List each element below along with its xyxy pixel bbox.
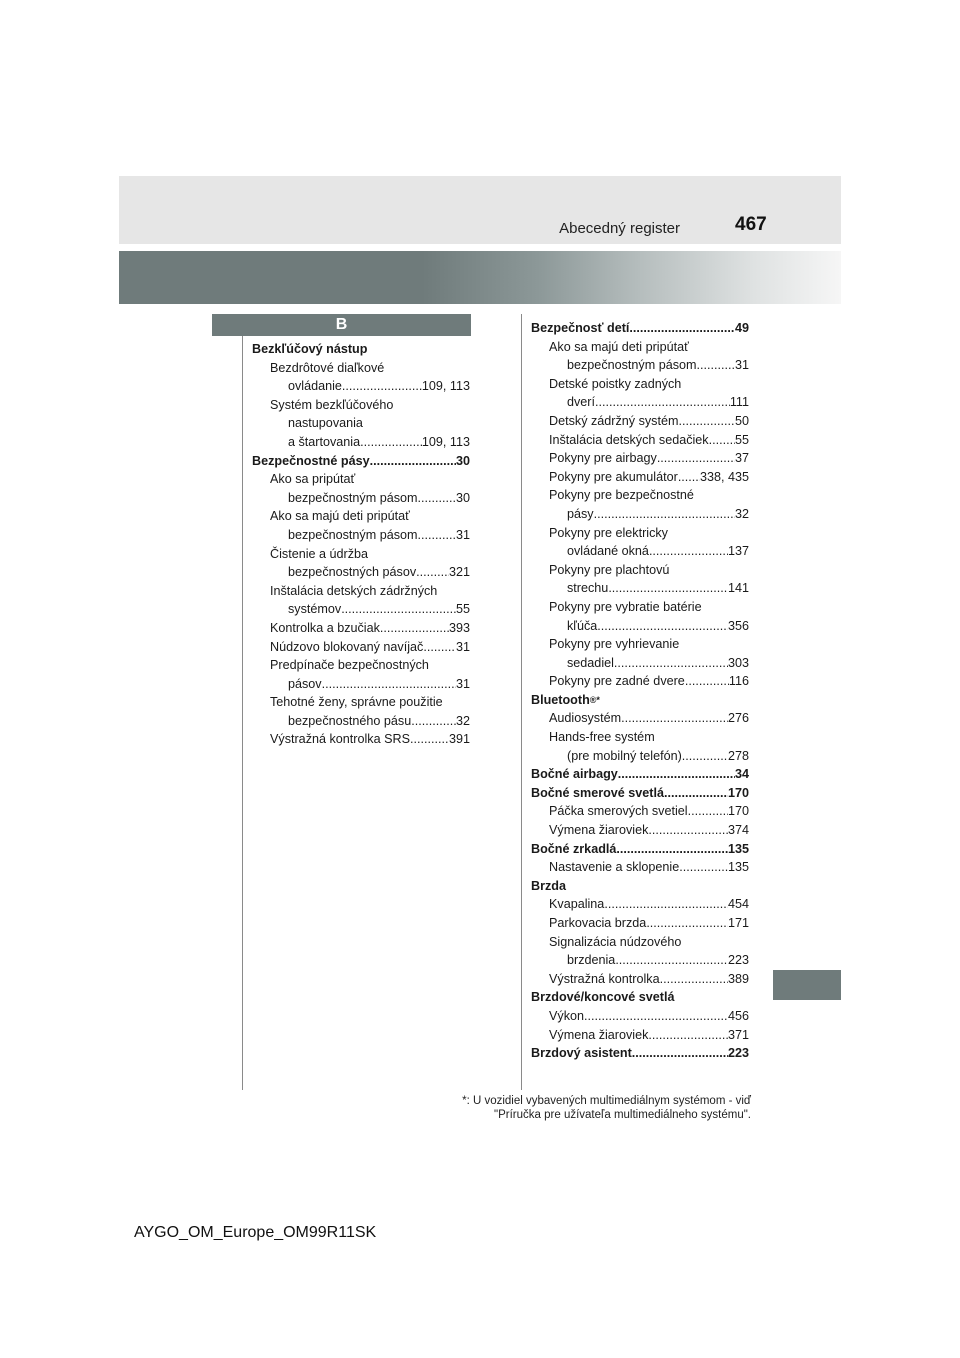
index-entry-page: 170 [727, 804, 749, 819]
index-entry-page: 371 [727, 1027, 749, 1042]
index-entry-page: 31 [455, 527, 470, 542]
index-entry [252, 470, 470, 489]
index-entry [531, 393, 749, 412]
dot-leader [648, 821, 728, 840]
index-entry [531, 691, 749, 710]
index-entry-text: Signalizácia núdzového [549, 934, 682, 949]
page-title: Abecedný register [559, 220, 680, 237]
index-entry-page: 374 [727, 823, 749, 838]
index-entry [531, 561, 749, 580]
dot-leader [657, 449, 735, 468]
index-entry-text: Kvapalina [549, 897, 605, 912]
index-entry [531, 840, 749, 859]
index-column-right [531, 319, 749, 1063]
index-entry-text: Pokyny pre plachtovú [549, 562, 670, 577]
index-entry-page: 223 [727, 1046, 749, 1061]
index-entry-text: Ako sa majú deti pripútať [270, 509, 410, 524]
index-entry-page: 55 [455, 602, 470, 617]
dot-leader [688, 802, 728, 821]
index-entry-page: 276 [727, 711, 749, 726]
index-entry-page: 31 [455, 676, 470, 691]
dot-leader [621, 709, 728, 728]
index-entry-page: 170 [727, 785, 749, 800]
index-entry-page: 454 [727, 897, 749, 912]
index-entry-text: sedadiel [567, 655, 614, 670]
header-gradient-bar [119, 251, 841, 304]
index-entry [531, 802, 749, 821]
dot-leader [380, 619, 449, 638]
index-entry-text: Pokyny pre elektricky [549, 525, 668, 540]
index-entry-text: kľúča [567, 618, 598, 633]
index-entry [252, 638, 470, 657]
index-entry-page: 32 [455, 713, 470, 728]
index-entry [531, 895, 749, 914]
index-entry [252, 730, 470, 749]
dot-leader [411, 712, 456, 731]
index-entry-page: 32 [734, 506, 749, 521]
index-entry [531, 617, 749, 636]
dot-leader [660, 970, 728, 989]
index-entry-text: Páčka smerových svetiel [549, 804, 688, 819]
dot-leader [685, 672, 729, 691]
dot-leader [632, 1044, 728, 1063]
dot-leader [342, 377, 422, 396]
index-entry-text: bezpečnostným pásom [288, 490, 418, 505]
index-entry-page: 135 [727, 860, 749, 875]
index-entry-page: 30 [455, 453, 470, 468]
index-entry-page: 137 [727, 544, 749, 559]
index-entry [531, 747, 749, 766]
index-entry-page: 109, 113 [421, 379, 470, 394]
dot-leader [418, 489, 456, 508]
index-entry [252, 582, 470, 601]
index-entry [252, 377, 470, 396]
index-entry-page: 30 [455, 490, 470, 505]
index-entry [252, 359, 470, 378]
index-entry [531, 858, 749, 877]
index-entry [531, 1026, 749, 1045]
index-entry [531, 542, 749, 561]
index-entry [531, 951, 749, 970]
index-entry-text: Bezpečnostné pásy [252, 453, 370, 468]
section-letter: B [212, 314, 471, 336]
dot-leader [678, 412, 735, 431]
index-entry-text: Pokyny pre vyhrievanie [549, 637, 680, 652]
index-entry-text: Predpínače bezpečnostných [270, 658, 429, 673]
index-entry [531, 449, 749, 468]
index-entry [531, 1007, 749, 1026]
index-column-left [252, 340, 470, 749]
index-entry-text: Parkovacia brzda [549, 916, 647, 930]
index-entry-text: Bočné zrkadlá [531, 841, 617, 856]
index-entry-text: Detské poistky zadných [549, 376, 682, 391]
index-entry-page: 111 [729, 395, 749, 410]
index-entry-text: Bočné smerové svetlá [531, 785, 665, 800]
dot-leader [595, 393, 730, 412]
index-entry [252, 675, 470, 694]
dot-leader [664, 784, 728, 803]
index-entry-text: Bezpečnosť detí [531, 321, 630, 335]
dot-leader [629, 319, 735, 338]
dot-leader [423, 638, 456, 657]
dot-leader [410, 730, 449, 749]
dot-leader [597, 617, 728, 636]
dot-leader [697, 356, 735, 375]
index-entry-page: 135 [727, 841, 749, 856]
index-entry-text: Výkon [549, 1008, 585, 1023]
index-entry [252, 433, 470, 452]
index-entry [531, 505, 749, 524]
index-entry [531, 412, 749, 431]
index-entry [531, 635, 749, 654]
index-entry-text: Brzda [531, 878, 566, 893]
index-entry [531, 672, 749, 691]
index-entry-page: 141 [727, 581, 749, 596]
index-entry-text: Bočné airbagy [531, 767, 618, 782]
index-entry [531, 654, 749, 673]
index-entry [531, 375, 749, 394]
dot-leader [608, 579, 728, 598]
index-entry [252, 619, 470, 638]
index-entry [252, 396, 470, 415]
index-entry-page: 55 [734, 432, 749, 447]
index-entry-text: bezpečnostným pásom [288, 527, 418, 542]
index-entry [252, 712, 470, 731]
index-entry [252, 600, 470, 619]
index-entry-text: Pokyny pre akumulátor [549, 469, 678, 484]
index-entry-text: Audiosystém [549, 711, 622, 726]
index-entry [531, 524, 749, 543]
index-entry-text: ovládané okná [567, 544, 649, 559]
index-entry-page: 109, 113 [421, 434, 470, 449]
index-entry-text: Pokyny pre vybratie batérie [549, 599, 702, 614]
index-entry-page: 356 [727, 618, 749, 633]
dot-leader [682, 747, 728, 766]
column-divider-right [521, 314, 522, 1090]
index-entry-text: Nastavenie a sklopenie [549, 860, 680, 875]
index-entry-page: 37 [734, 451, 749, 466]
index-entry-text: nastupovania [288, 416, 363, 431]
index-entry-text: Tehotné ženy, správne použitie [270, 695, 443, 710]
index-entry [531, 1044, 749, 1063]
dot-leader [679, 858, 728, 877]
index-entry [531, 486, 749, 505]
index-entry [252, 452, 470, 471]
index-entry-text: systémov [288, 602, 342, 617]
index-entry-text: a štartovania [288, 434, 361, 449]
index-entry-text: Kontrolka a bzučiak [270, 620, 380, 635]
index-entry [252, 489, 470, 508]
index-entry [531, 933, 749, 952]
index-entry [531, 709, 749, 728]
index-entry-text: Ako sa majú deti pripútať [549, 339, 689, 354]
index-entry-text: pásov [288, 676, 322, 691]
dot-leader [360, 433, 422, 452]
index-entry-text: Výmena žiaroviek [549, 823, 649, 838]
index-entry-text: brzdenia [567, 953, 616, 968]
index-entry [531, 988, 749, 1007]
index-entry-page: 389 [727, 971, 749, 986]
index-entry-page: 171 [727, 916, 749, 930]
dot-leader [646, 914, 728, 933]
dot-leader [418, 526, 456, 545]
index-entry-text: Výmena žiaroviek [549, 1027, 649, 1042]
dot-leader [618, 765, 735, 784]
index-entry-text: Brzdové/koncové svetlá [531, 990, 675, 1005]
index-entry-page: 456 [727, 1008, 749, 1023]
index-entry-text: Inštalácia detských sedačiek [549, 432, 709, 447]
index-entry [252, 545, 470, 564]
superscript-mark: ®* [589, 694, 600, 705]
chapter-tab [773, 970, 841, 1000]
dot-leader [604, 895, 728, 914]
index-entry [531, 431, 749, 450]
index-entry [252, 693, 470, 712]
index-entry [531, 821, 749, 840]
index-entry-text: Ako sa pripútať [270, 472, 356, 487]
index-entry [531, 970, 749, 989]
index-entry-page: 393 [448, 620, 470, 635]
index-entry-text: Bezdrôtové diaľkové [270, 360, 385, 375]
index-entry-text: Núdzovo blokovaný navíjač [270, 639, 424, 654]
index-entry-page: 303 [727, 655, 749, 670]
index-entry-text: (pre mobilný telefón) [567, 748, 682, 763]
index-entry-text: Čistenie a údržba [270, 546, 369, 561]
index-entry-text: Pokyny pre airbagy [549, 451, 657, 466]
index-entry [252, 563, 470, 582]
index-entry [531, 877, 749, 896]
index-entry-page: 321 [448, 565, 470, 580]
dot-leader [416, 563, 449, 582]
dot-leader [615, 951, 728, 970]
dot-leader [709, 431, 735, 450]
dot-leader [648, 1026, 728, 1045]
index-entry-text: Bluetooth [531, 692, 590, 707]
index-entry-text: Pokyny pre bezpečnostné [549, 488, 694, 503]
dot-leader [616, 840, 728, 859]
dot-leader [594, 505, 735, 524]
index-entry [531, 338, 749, 357]
index-entry [252, 656, 470, 675]
index-entry-text: bezpečnostného pásu [288, 713, 412, 728]
index-entry-page: 49 [734, 321, 749, 335]
index-entry-page: 31 [455, 639, 470, 654]
index-entry-page: 278 [727, 748, 749, 763]
index-entry-text: Hands-free systém [549, 730, 655, 745]
index-entry-page: 34 [734, 767, 749, 782]
index-entry-text: Bezkľúčový nástup [252, 342, 368, 356]
index-entry [531, 468, 749, 487]
header-band [119, 176, 841, 244]
index-entry [531, 598, 749, 617]
index-entry-text: bezpečnostným pásom [567, 358, 697, 373]
index-entry [531, 765, 749, 784]
index-entry [531, 319, 749, 338]
index-entry-page: 116 [728, 674, 749, 689]
index-entry [252, 526, 470, 545]
dot-leader [322, 675, 456, 694]
footnote-line-1: *: U vozidiel vybavených multimediálnym systémom - viď [462, 1095, 751, 1107]
index-entry [252, 414, 470, 433]
dot-leader [614, 654, 728, 673]
index-entry-text: strechu [567, 581, 609, 596]
index-entry-text: Brzdový asistent [531, 1046, 632, 1061]
index-entry [531, 914, 749, 933]
index-entry-page: 31 [734, 358, 749, 373]
dot-leader [584, 1007, 728, 1026]
document-code: AYGO_OM_Europe_OM99R11SK [134, 1224, 377, 1241]
index-entry-text: Inštalácia detských zádržných [270, 583, 438, 598]
dot-leader [678, 468, 700, 487]
index-entry-text: ovládanie [288, 379, 342, 394]
index-entry-text: Pokyny pre zadné dvere [549, 674, 685, 689]
index-entry-page: 338, 435 [699, 469, 749, 484]
footnote-line-2: "Príručka pre užívateľa multimediálneho systému". [494, 1109, 751, 1121]
index-entry [531, 579, 749, 598]
index-entry [252, 340, 470, 359]
index-entry [531, 784, 749, 803]
index-entry-page: 50 [734, 413, 749, 428]
index-entry-page: 223 [727, 953, 749, 968]
index-entry [531, 356, 749, 375]
page-number: 467 [735, 214, 767, 235]
index-entry-text: Detský zádržný systém [549, 413, 679, 428]
footnote [462, 1094, 751, 1122]
index-entry-text: Výstražná kontrolka [549, 971, 660, 986]
index-entry [531, 728, 749, 747]
dot-leader [341, 600, 456, 619]
index-entry-text: Výstražná kontrolka SRS [270, 732, 410, 747]
index-entry-text: pásy [567, 506, 594, 521]
index-entry-text: bezpečnostných pásov [288, 565, 417, 580]
dot-leader [370, 452, 456, 471]
dot-leader [649, 542, 728, 561]
index-entry [252, 507, 470, 526]
index-entry-page: 391 [448, 732, 470, 747]
index-entry-text: Systém bezkľúčového [270, 397, 394, 412]
index-entry-text: dverí [567, 395, 595, 410]
column-divider-left [242, 336, 243, 1090]
